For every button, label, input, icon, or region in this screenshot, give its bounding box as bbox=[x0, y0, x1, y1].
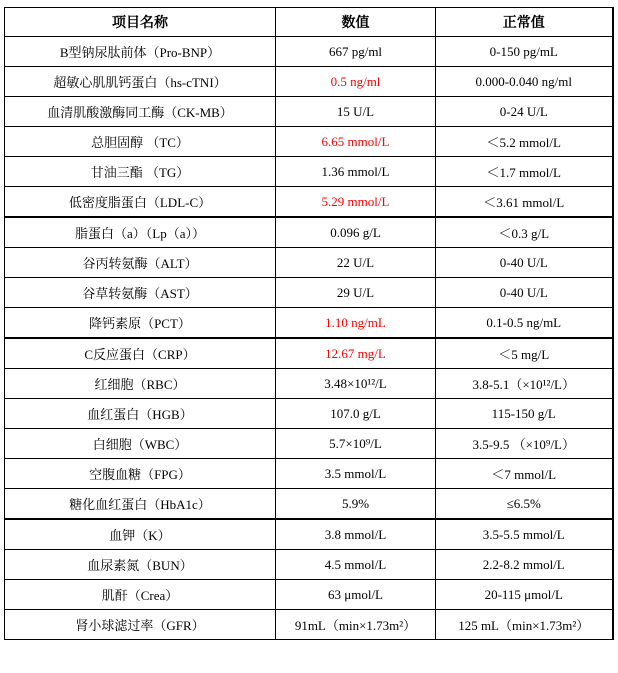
item-name: 血清肌酸激酶同工酶（CK-MB） bbox=[5, 97, 276, 127]
item-normal-range: 3.5-5.5 mmol/L bbox=[436, 519, 613, 550]
item-value: 63 μmol/L bbox=[276, 580, 436, 610]
table-row bbox=[5, 429, 613, 459]
header-item-name: 项目名称 bbox=[5, 8, 276, 37]
item-value: 3.48×10¹²/L bbox=[276, 369, 436, 399]
item-name: 超敏心肌肌钙蛋白（hs-cTNI） bbox=[5, 67, 276, 97]
header-value: 数值 bbox=[276, 8, 436, 37]
item-value: 5.29 mmol/L bbox=[276, 187, 436, 218]
item-name: 低密度脂蛋白（LDL-C） bbox=[5, 187, 276, 218]
item-normal-range: 3.8-5.1（×10¹²/L） bbox=[436, 369, 613, 399]
table-row bbox=[5, 519, 613, 550]
item-name: 谷丙转氨酶（ALT） bbox=[5, 248, 276, 278]
item-normal-range: ＜7 mmol/L bbox=[436, 459, 613, 489]
item-normal-range: ≤6.5% bbox=[436, 489, 613, 520]
item-name: 血钾（K） bbox=[5, 519, 276, 550]
item-normal-range: 115-150 g/L bbox=[436, 399, 613, 429]
item-normal-range: ＜5 mg/L bbox=[436, 338, 613, 369]
item-name: 降钙素原（PCT） bbox=[5, 308, 276, 339]
table-row bbox=[5, 37, 613, 67]
table-row bbox=[5, 489, 613, 520]
table-row bbox=[5, 550, 613, 580]
table-row bbox=[5, 338, 613, 369]
item-name: 红细胞（RBC） bbox=[5, 369, 276, 399]
item-name: 总胆固醇 （TC） bbox=[5, 127, 276, 157]
item-name: 白细胞（WBC） bbox=[5, 429, 276, 459]
item-normal-range: ＜3.61 mmol/L bbox=[436, 187, 613, 218]
item-normal-range: ＜0.3 g/L bbox=[436, 217, 613, 248]
table-row bbox=[5, 278, 613, 308]
item-value: 1.36 mmol/L bbox=[276, 157, 436, 187]
table-header-row bbox=[5, 8, 613, 37]
table-row bbox=[5, 97, 613, 127]
item-normal-range: 3.5-9.5 （×10⁹/L） bbox=[436, 429, 613, 459]
item-value: 22 U/L bbox=[276, 248, 436, 278]
table-row bbox=[5, 459, 613, 489]
item-name: C反应蛋白（CRP） bbox=[5, 338, 276, 369]
item-value: 6.65 mmol/L bbox=[276, 127, 436, 157]
table-row bbox=[5, 248, 613, 278]
item-value: 12.67 mg/L bbox=[276, 338, 436, 369]
item-value: 667 pg/ml bbox=[276, 37, 436, 67]
item-normal-range: 0-40 U/L bbox=[436, 278, 613, 308]
table-row bbox=[5, 308, 613, 339]
item-value: 0.5 ng/ml bbox=[276, 67, 436, 97]
item-value: 5.7×10⁹/L bbox=[276, 429, 436, 459]
table-row bbox=[5, 127, 613, 157]
table-row bbox=[5, 610, 613, 640]
item-value: 15 U/L bbox=[276, 97, 436, 127]
item-normal-range: 0.000-0.040 ng/ml bbox=[436, 67, 613, 97]
item-name: 肾小球滤过率（GFR） bbox=[5, 610, 276, 640]
item-name: 肌酐（Crea） bbox=[5, 580, 276, 610]
item-normal-range: 2.2-8.2 mmol/L bbox=[436, 550, 613, 580]
header-normal-range: 正常值 bbox=[436, 8, 613, 37]
item-normal-range: 0-24 U/L bbox=[436, 97, 613, 127]
item-normal-range: 0-40 U/L bbox=[436, 248, 613, 278]
table-row bbox=[5, 157, 613, 187]
item-name: B型钠尿肽前体（Pro-BNP） bbox=[5, 37, 276, 67]
item-normal-range: 0.1-0.5 ng/mL bbox=[436, 308, 613, 339]
item-name: 甘油三酯 （TG） bbox=[5, 157, 276, 187]
item-normal-range: ＜5.2 mmol/L bbox=[436, 127, 613, 157]
item-normal-range: 125 mL（min×1.73m²） bbox=[436, 610, 613, 640]
item-name: 血尿素氮（BUN） bbox=[5, 550, 276, 580]
item-value: 29 U/L bbox=[276, 278, 436, 308]
item-value: 91mL（min×1.73m²） bbox=[276, 610, 436, 640]
item-name: 血红蛋白（HGB） bbox=[5, 399, 276, 429]
table-row bbox=[5, 580, 613, 610]
item-value: 5.9% bbox=[276, 489, 436, 520]
item-value: 0.096 g/L bbox=[276, 217, 436, 248]
table-row bbox=[5, 67, 613, 97]
item-name: 糖化血红蛋白（HbA1c） bbox=[5, 489, 276, 520]
table-row bbox=[5, 217, 613, 248]
item-value: 1.10 ng/mL bbox=[276, 308, 436, 339]
item-value: 3.8 mmol/L bbox=[276, 519, 436, 550]
table-row bbox=[5, 369, 613, 399]
table-row bbox=[5, 399, 613, 429]
table-row bbox=[5, 187, 613, 218]
item-value: 4.5 mmol/L bbox=[276, 550, 436, 580]
item-normal-range: ＜1.7 mmol/L bbox=[436, 157, 613, 187]
item-normal-range: 0-150 pg/mL bbox=[436, 37, 613, 67]
item-normal-range: 20-115 μmol/L bbox=[436, 580, 613, 610]
item-name: 脂蛋白（a）（Lp（a）） bbox=[5, 217, 276, 248]
item-value: 107.0 g/L bbox=[276, 399, 436, 429]
item-name: 空腹血糖（FPG） bbox=[5, 459, 276, 489]
item-value: 3.5 mmol/L bbox=[276, 459, 436, 489]
item-name: 谷草转氨酶（AST） bbox=[5, 278, 276, 308]
lab-results-table bbox=[4, 7, 614, 640]
